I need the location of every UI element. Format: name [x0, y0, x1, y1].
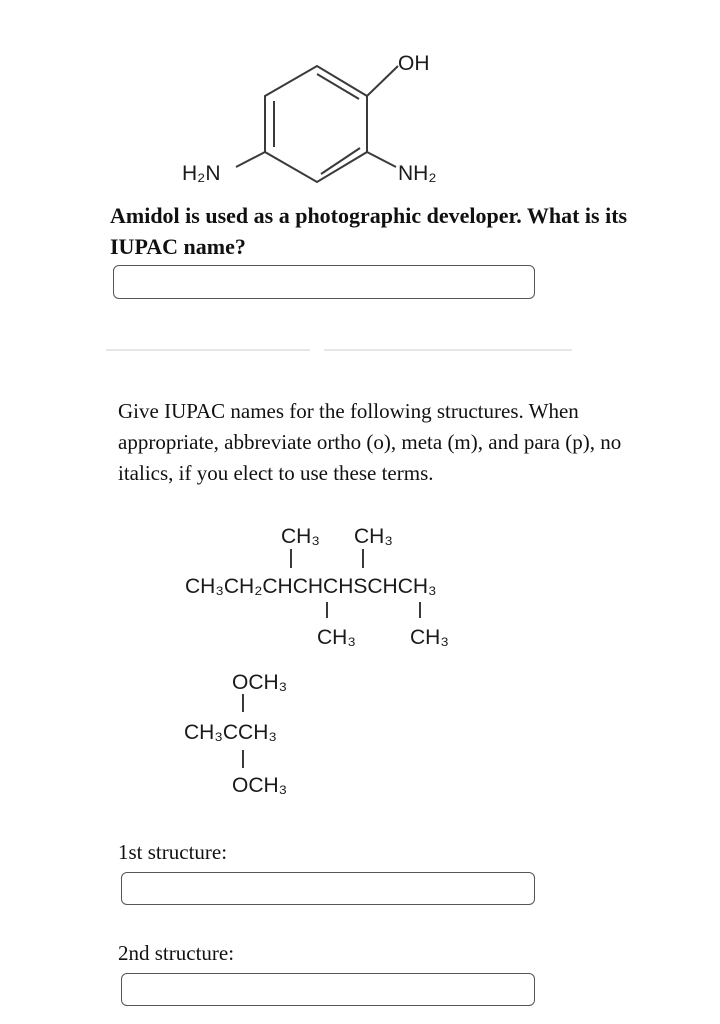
- instructions-text: Give IUPAC names for the following structures. When appropriate, abbreviate ortho (o), meta (m), and para (p), no italics, if you elect to use these terms.: [118, 399, 622, 485]
- amidol-answer-input[interactable]: [113, 265, 535, 299]
- s1-bottom-branch-1: CH₃: [317, 626, 356, 649]
- separator-right: [324, 349, 572, 351]
- structure-1: [170, 518, 510, 658]
- amidol-question: Amidol is used as a photographic developer. What is its IUPAC name?: [110, 203, 628, 259]
- s2-main-chain: CH₃CCH₃: [184, 721, 277, 744]
- first-structure-input[interactable]: [121, 872, 535, 905]
- s1-main-chain: CH₃CH₂CHCHCHSCHCH₃: [185, 575, 437, 598]
- s1-top-branch-2: CH₃: [354, 525, 393, 548]
- s1-bottom-branch-2: CH₃: [410, 626, 449, 649]
- s1-top-branch-1: CH₃: [281, 525, 320, 548]
- first-structure-label: 1st structure:: [118, 840, 228, 864]
- amine-left-label: H₂N: [182, 162, 221, 185]
- oh-label: OH: [398, 52, 430, 75]
- structure-2: [170, 662, 370, 802]
- s2-bottom-group: OCH₃: [232, 774, 288, 797]
- second-structure-input[interactable]: [121, 973, 535, 1006]
- second-structure-label: 2nd structure:: [118, 941, 235, 965]
- amine-right-label: NH₂: [398, 162, 437, 185]
- amidol-structure: [160, 40, 480, 200]
- separator-left: [106, 349, 310, 351]
- s2-top-group: OCH₃: [232, 671, 288, 694]
